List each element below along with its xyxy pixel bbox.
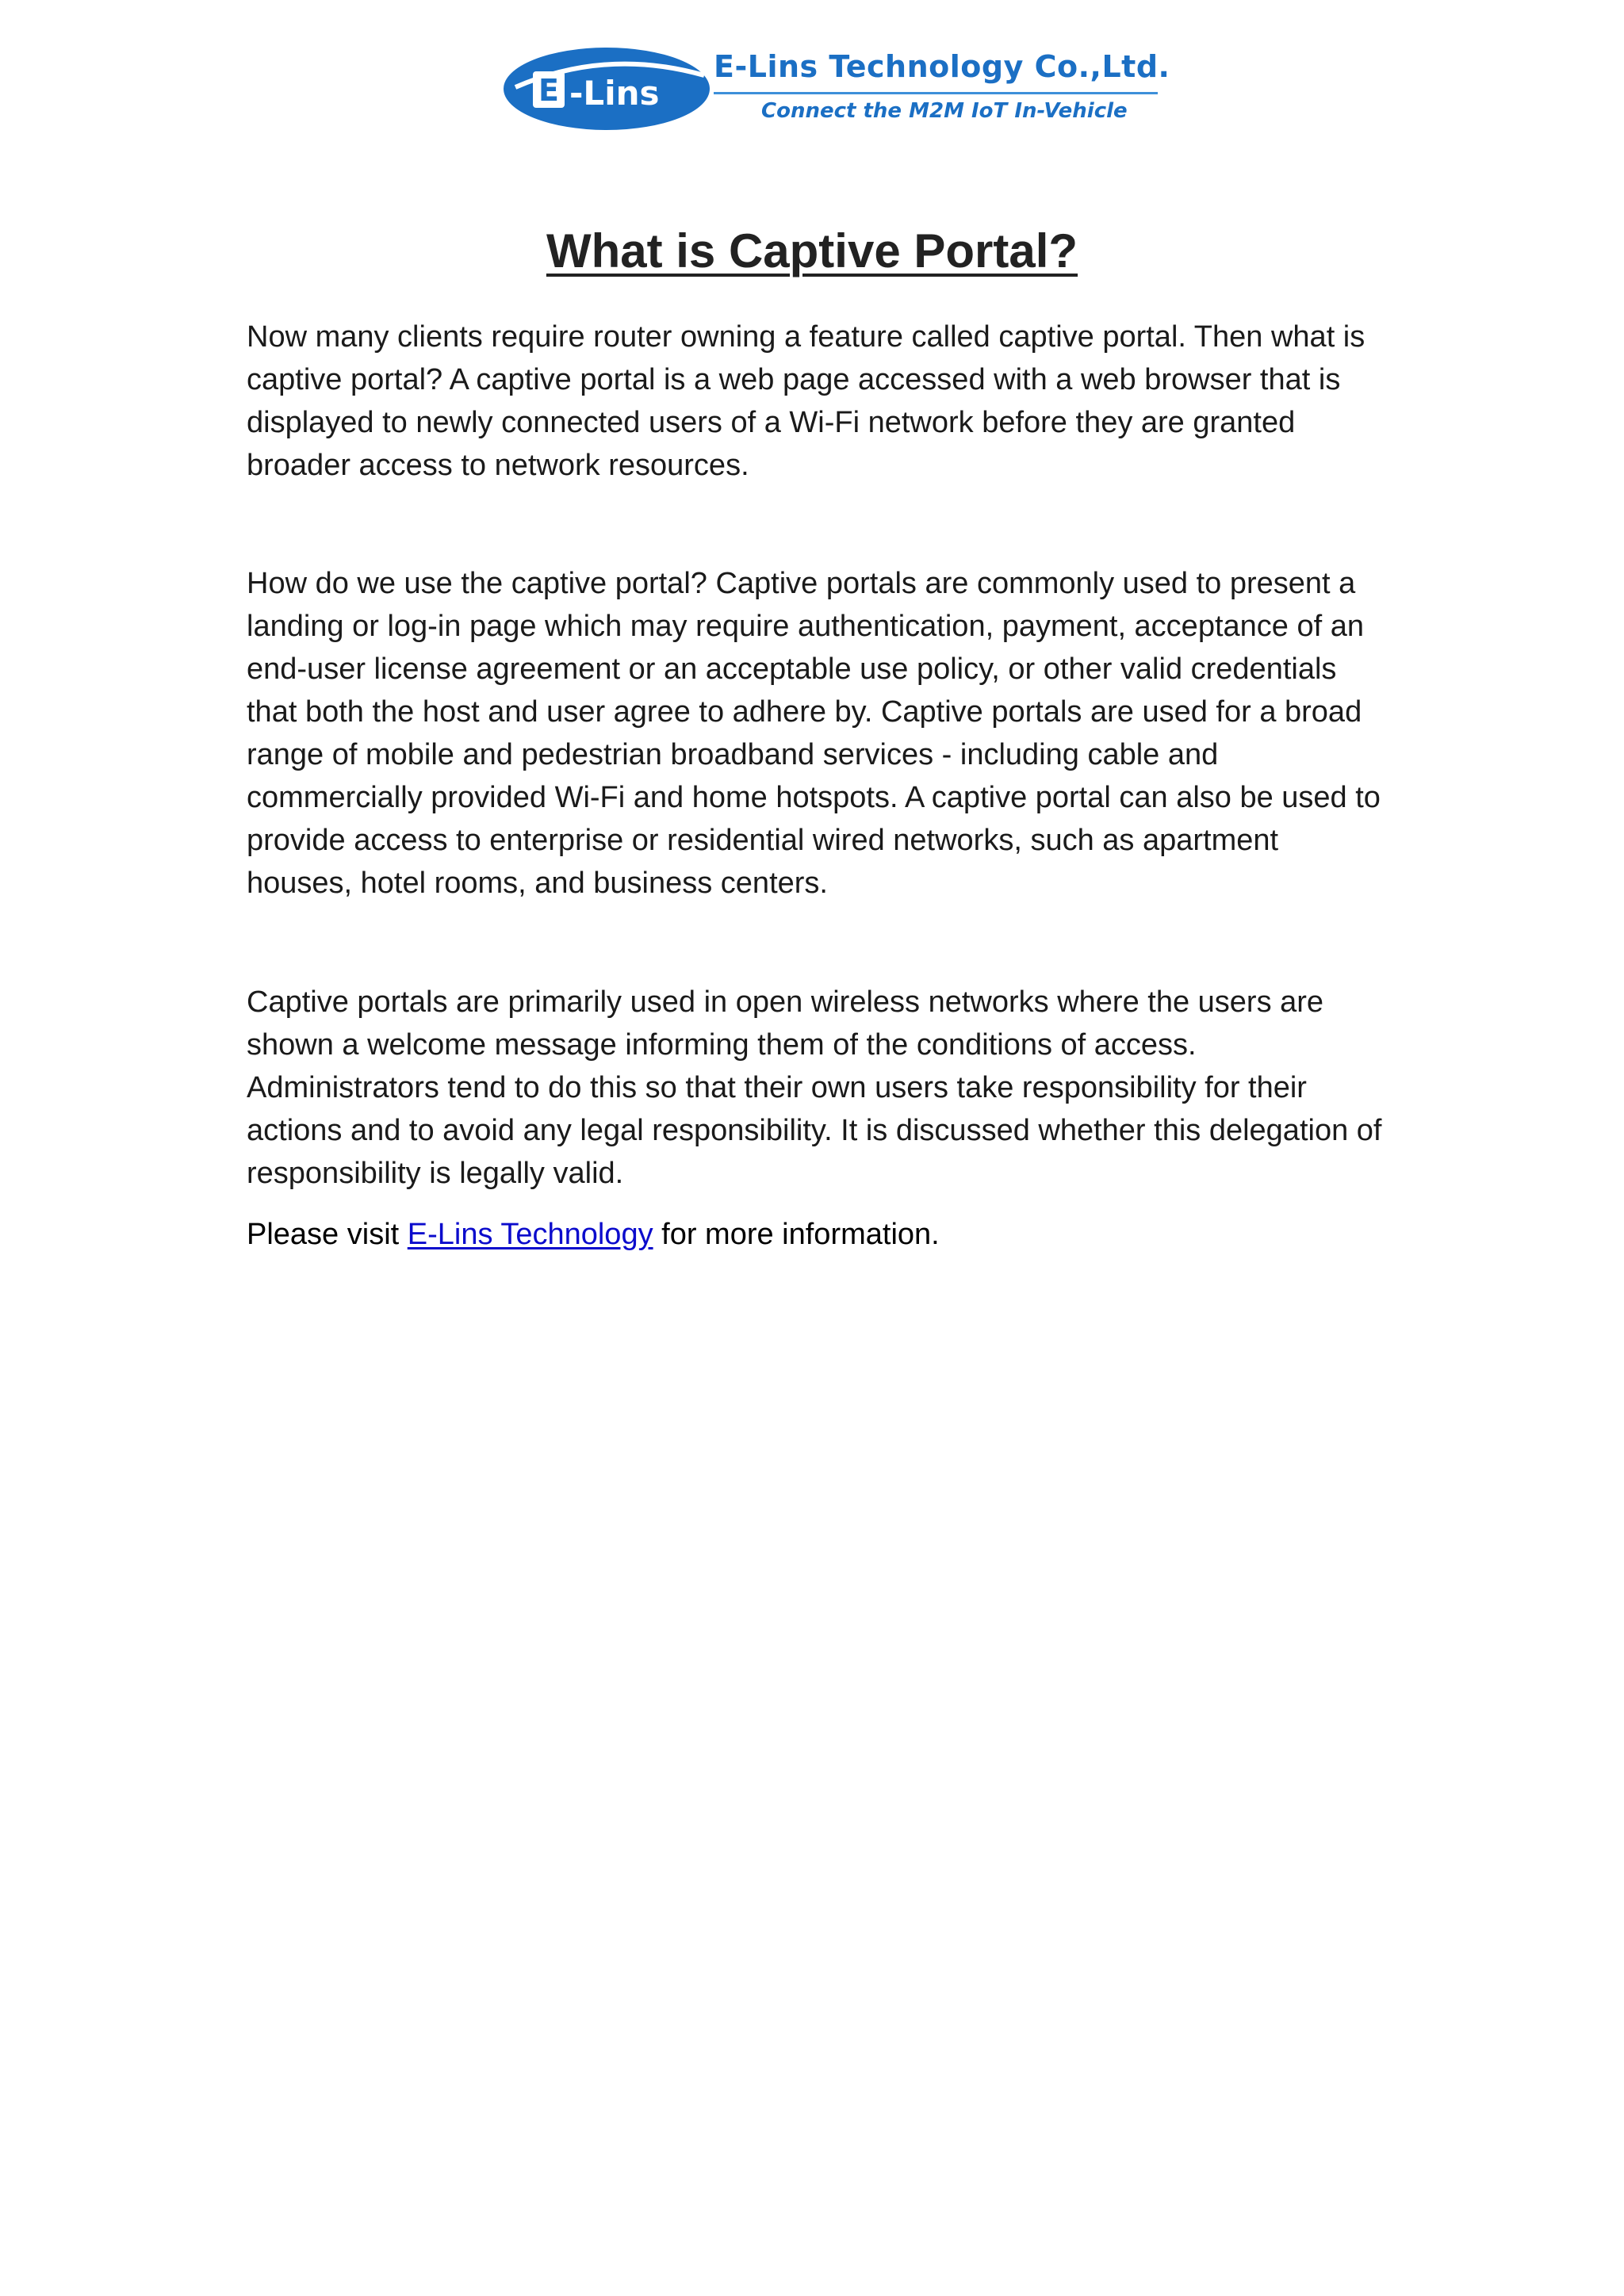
e-lins-technology-link[interactable]: E-Lins Technology: [407, 1218, 653, 1251]
footer-line: [247, 1213, 1388, 1256]
paragraph-usage: How do we use the captive portal? Captive portals are commonly used to present a landing or log-in page which may require authentication, payment, acceptance of an end-user license agreement or an acceptable use policy, or other valid credentials that both the host and user agree to adhere by. Captive portals are used for a broad range of mobile and pedestrian broadband services - including cable and commercially provided Wi-Fi and home hotspots. A captive portal can also be used to provide access to enterprise or residential wired networks, such as apartment houses, hotel rooms, and business centers.: [247, 567, 1381, 900]
paragraph-open-networks: Captive portals are primarily used in open wireless networks where the users are shown a welcome message informing them of the conditions of access. Administrators tend to do this so that their own users take responsibility for their actions and to avoid any legal responsibility. It is discussed whether this delegation of responsibility is legally valid.: [247, 985, 1382, 1190]
page-title: What is Captive Portal?: [546, 224, 1078, 277]
company-name: E-Lins Technology Co.,Ltd.: [714, 49, 1170, 84]
paragraph-intro: Now many clients require router owning a feature called captive portal. Then what is captive portal? A captive portal is a web page accessed with a web browser that is displayed to newly connected users of a Wi-Fi network before they are granted broader access to network resources.: [247, 320, 1365, 482]
footer-prefix: Please visit: [247, 1218, 408, 1251]
page-header: [500, 40, 1170, 143]
header-divider: [714, 92, 1158, 94]
e-lins-logo: [500, 40, 714, 135]
company-tagline: Connect the M2M IoT In-Vehicle: [761, 99, 1128, 123]
svg-text:E: E: [538, 73, 559, 108]
footer-suffix: for more information.: [653, 1218, 940, 1251]
svg-text:-Lins: -Lins: [569, 74, 660, 113]
